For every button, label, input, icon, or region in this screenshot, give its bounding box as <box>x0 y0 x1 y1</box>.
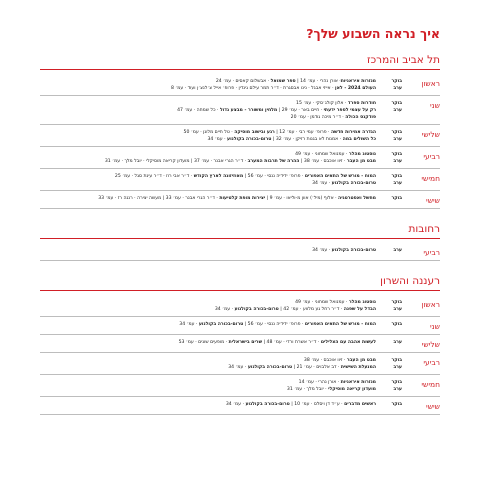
event-details: · אבשלום קאסים · עמ׳ 24 <box>215 79 271 84</box>
day-body <box>40 173 402 187</box>
event-details: · ע״ד דן ויסלס · עמ׳ 10 | <box>289 402 345 407</box>
event-title: נוסטוג מהלר <box>348 152 376 157</box>
event-title: טרום-בכורה בקולנוע <box>198 322 244 327</box>
day-body <box>40 247 402 254</box>
event-title: מבט מן העבר <box>346 159 376 164</box>
event-title: שרים בישראלית <box>228 340 263 345</box>
event-title: ראשים מדברים <box>344 402 376 407</box>
event-title: רק על עצמי לספר ידעתי <box>323 108 376 113</box>
event-item[interactable] <box>40 306 376 313</box>
time-slot <box>40 129 402 136</box>
day-body <box>40 151 402 165</box>
time-slot <box>40 247 402 254</box>
event-details: · מופעים שונים · עמ׳ 53 <box>178 340 229 345</box>
event-details: · עמ׳ 34 <box>228 365 248 370</box>
event-title: פודקנס הכולה <box>345 115 376 120</box>
slot-time-label: בוקר <box>391 322 402 327</box>
slot-events <box>40 401 376 408</box>
time-slot <box>40 401 402 408</box>
event-details: · עמ׳ 34 <box>312 248 332 253</box>
event-details: · אורן נהרי · עמ׳ 14 <box>298 380 341 385</box>
slot-events <box>40 195 376 202</box>
event-title: הבדל על שפנה <box>343 307 376 312</box>
day-body <box>40 299 402 313</box>
event-title: ספר שמואל <box>270 79 296 84</box>
event-details: · טל חיים מלונן · עמ׳ 50 <box>183 130 235 135</box>
event-details: · ד״ר אבי רוז · ד״ר עינת סגל · עמ׳ 25 <box>114 174 194 179</box>
time-slot <box>40 158 402 165</box>
event-item[interactable] <box>40 151 376 158</box>
day-name: ראשון <box>421 300 440 309</box>
event-item[interactable] <box>40 100 376 107</box>
event-details: · עמ׳ 34 <box>225 402 246 407</box>
time-slot <box>40 136 402 143</box>
event-item[interactable] <box>40 173 376 180</box>
regions-container <box>40 54 440 415</box>
day-body <box>40 357 402 371</box>
day-name: רביעי <box>423 248 440 257</box>
time-slot <box>40 107 402 114</box>
event-title: רגע ובישוב מוסיקה <box>234 130 275 135</box>
event-details: · אייזי אבגל · נינו אבסגרת · ד״ר תמר עילם גינדין · פרופ׳ אייל צ׳לנצ׳ן ועוד · עמ׳ 8 <box>170 86 336 91</box>
slot-time-label: ערב <box>393 307 402 312</box>
slot-events <box>40 299 376 306</box>
event-title: מלחין ומשורר - מבצע גדול <box>219 108 278 113</box>
event-details: · עמ׳ 34 <box>179 322 199 327</box>
day-row <box>40 317 440 335</box>
slot-time-label: ערב <box>393 365 402 370</box>
time-slot <box>40 100 402 107</box>
event-item[interactable] <box>40 247 376 254</box>
event-details: · אלוף (מיל׳) אוון מ-וליאו · עמ׳ 9 | <box>265 196 339 201</box>
event-title: מנזרות איראניות <box>340 380 376 385</box>
region-title: רחובות <box>40 223 440 239</box>
slot-events <box>40 180 376 187</box>
day-body <box>40 129 402 143</box>
slot-events <box>40 247 376 254</box>
day-row <box>40 335 440 353</box>
slot-events <box>40 321 376 328</box>
event-details: · עמ׳ 34 <box>312 181 332 186</box>
time-slot <box>40 386 402 393</box>
time-slot <box>40 299 402 306</box>
day-body <box>40 321 402 328</box>
time-slot <box>40 180 402 187</box>
day-row <box>40 74 440 96</box>
event-title: כל השולים במה <box>342 137 376 142</box>
event-title: טרום-בכורה בקולנוע <box>331 181 376 186</box>
slot-time-label: בוקר <box>391 79 402 84</box>
event-details: · פרופ׳ עמי רבי · עמ׳ 12 | <box>274 130 331 135</box>
event-item[interactable] <box>40 107 376 114</box>
page-title: איך נראה השבוע שלך? <box>306 26 440 41</box>
day-name: חמישי <box>421 174 440 183</box>
event-item[interactable] <box>40 339 376 346</box>
event-title: המנעלת השישית <box>340 365 376 370</box>
time-slot <box>40 339 402 346</box>
day-name: שני <box>430 322 440 331</box>
day-name: ראשון <box>421 79 440 88</box>
slot-events <box>40 78 376 85</box>
slot-time-label: בוקר <box>391 196 402 201</box>
event-item[interactable] <box>40 85 376 92</box>
slot-events <box>40 173 376 180</box>
slot-time-label: ערב <box>393 181 402 186</box>
day-row <box>40 125 440 147</box>
time-slot <box>40 379 402 386</box>
day-body <box>40 78 402 92</box>
event-title: טרום-בכורה בקולנוע <box>245 402 290 407</box>
event-details: · חיים באר · עמ׳ 29 | <box>277 108 324 113</box>
time-slot <box>40 306 402 313</box>
region-section <box>40 275 440 415</box>
event-item[interactable] <box>40 364 376 371</box>
slot-time-label: בוקר <box>391 174 402 179</box>
day-row <box>40 96 440 125</box>
time-slot <box>40 364 402 371</box>
event-title: נוסטוג מהלר <box>348 300 376 305</box>
event-item[interactable] <box>40 129 376 136</box>
day-body <box>40 379 402 393</box>
event-details: · פרופ׳ ידידיה ננסי · עמ׳ 56 | <box>243 174 305 179</box>
event-item[interactable] <box>40 195 376 202</box>
day-row <box>40 397 440 415</box>
slot-events <box>40 129 376 136</box>
event-title: הגדרה אמירות חדשה <box>330 130 376 135</box>
slot-events <box>40 107 376 114</box>
event-item[interactable] <box>40 379 376 386</box>
day-body <box>40 401 402 408</box>
day-row <box>40 191 440 209</box>
slot-time-label: ערב <box>393 340 402 345</box>
event-item[interactable] <box>40 180 376 187</box>
day-name: שני <box>430 101 440 110</box>
slot-time-label: ערב <box>393 387 402 392</box>
slot-time-label: ערב <box>393 248 402 253</box>
time-slot <box>40 173 402 180</box>
event-title: מנזרות איראניות <box>340 79 376 84</box>
time-slot <box>40 321 402 328</box>
event-details: · ד״ר הגרי אבנר · עמ׳ 37 | מועדון קריאה מוסיקלי · יובל מלך · עמ׳ 31 <box>104 159 248 164</box>
day-body <box>40 100 402 121</box>
event-details: · פרופ׳ ידידיה ננסי · עמ׳ 56 | <box>243 322 305 327</box>
day-row <box>40 295 440 317</box>
slot-time-label: בוקר <box>391 152 402 157</box>
event-title: לעשות אהבה עם הצלילים <box>320 340 376 345</box>
event-title: טרום-בכורה בקולנוע <box>227 137 272 142</box>
event-title: יצירות מופת קלטיעות <box>219 196 266 201</box>
slot-events <box>40 114 376 121</box>
time-slot <box>40 114 402 121</box>
event-details: · ד״ר רחל גע מלווע · עמ׳ 42 | <box>278 307 344 312</box>
day-name: שישי <box>426 196 440 205</box>
time-slot <box>40 195 402 202</box>
slot-time-label: בוקר <box>391 300 402 305</box>
event-title: מועדון קריאה מוסיקלי <box>328 387 376 392</box>
event-details: · זיוו אוכבס · עמ׳ 38 | <box>299 159 347 164</box>
day-name: שלישי <box>421 130 440 139</box>
slot-time-label: בוקר <box>391 380 402 385</box>
slot-events <box>40 100 376 107</box>
time-slot <box>40 151 402 158</box>
event-details: · אלון קולג׳סקי · עמ׳ 15 <box>296 101 348 106</box>
day-row <box>40 353 440 375</box>
day-row <box>40 375 440 397</box>
day-name: שלישי <box>421 340 440 349</box>
event-title: מבט מן העבר <box>346 358 376 363</box>
day-name: רביעי <box>423 358 440 367</box>
slot-time-label: בוקר <box>391 402 402 407</box>
event-details: · אורן נהרי · עמ׳ 14 | <box>295 79 341 84</box>
slot-time-label: ערב <box>393 86 402 91</box>
day-body <box>40 195 402 202</box>
event-title: טרום-בכורה בקולנוע <box>247 365 293 370</box>
time-slot <box>40 85 402 92</box>
time-slot <box>40 357 402 364</box>
day-row <box>40 243 440 261</box>
event-details: · עמ׳ 34 <box>214 307 235 312</box>
day-name: שישי <box>426 402 440 411</box>
time-slot <box>40 78 402 85</box>
day-name: חמישי <box>421 380 440 389</box>
event-item[interactable] <box>40 357 376 364</box>
event-title: חודרות ספרד <box>347 101 376 106</box>
slot-events <box>40 379 376 386</box>
event-details: · עמנואל שמחוני · עמ׳ 49 <box>295 152 349 157</box>
region-section <box>40 223 440 261</box>
event-item[interactable] <box>40 114 376 121</box>
event-item[interactable] <box>40 299 376 306</box>
day-row <box>40 147 440 169</box>
event-title: טרום-בכורה בקולנוע <box>234 307 279 312</box>
slot-time-label: בוקר <box>391 130 402 135</box>
event-item[interactable] <box>40 386 376 393</box>
region-section <box>40 54 440 209</box>
slot-events <box>40 136 376 143</box>
event-item[interactable] <box>40 78 376 85</box>
event-details: · עמ׳ 34 <box>207 137 228 142</box>
slot-events <box>40 158 376 165</box>
event-item[interactable] <box>40 321 376 328</box>
slot-events <box>40 85 376 92</box>
event-details: · ד״ר מיכה גודמן · עמ׳ 20 <box>290 115 346 120</box>
region-title: רעננה והשרון <box>40 275 440 291</box>
day-row <box>40 169 440 191</box>
slot-events <box>40 386 376 393</box>
event-item[interactable] <box>40 136 376 143</box>
slot-events <box>40 339 376 346</box>
event-details: · ד״ר אשרת ורדי · עמ׳ 48 | <box>262 340 321 345</box>
region-title: תל אביב והמרכז <box>40 54 440 70</box>
slot-events <box>40 364 376 371</box>
event-title: מאוזיזונה לארץ הקודש <box>193 174 244 179</box>
event-details: · כל שמחה · עמ׳ 47 <box>177 108 220 113</box>
day-body <box>40 339 402 346</box>
event-title: טרום-בכורה בקולנוע <box>331 248 376 253</box>
slot-time-label: בוקר <box>391 101 402 106</box>
slot-events <box>40 357 376 364</box>
event-details: · ד״ר הגרי אבנר · עמ׳ 33 | מעשה יצירה · רננה רז · עמ׳ 33 <box>98 196 220 201</box>
slot-events <box>40 151 376 158</box>
event-title: העולם 2024 - לאן <box>335 86 376 91</box>
slot-time-label: ערב <box>393 137 402 142</box>
slot-time-label: ערב <box>393 159 402 164</box>
event-title: המוח - מורש של התאים האפורים <box>304 174 376 179</box>
event-details: · זיוו אוכבס · עמ׳ 38 <box>303 358 347 363</box>
event-title: המוח - מורש של התאים האפורים <box>304 322 376 327</box>
event-item[interactable] <box>40 401 376 408</box>
event-title: ההרה של תרבות המערב <box>247 159 300 164</box>
event-details: · יובל מלך · עמ׳ 31 <box>286 387 329 392</box>
slot-time-label: בוקר <box>391 358 402 363</box>
slot-events <box>40 306 376 313</box>
event-details: · אמנות לא בגנות רזיקן · עמ׳ 32 | <box>271 137 343 142</box>
slot-time-label: ערב <box>393 108 402 113</box>
event-item[interactable] <box>40 158 376 165</box>
event-title: מחשל ואסטרטגיה <box>338 196 376 201</box>
event-details: · עמנואל שמחוני · עמ׳ 49 <box>295 300 349 305</box>
day-name: רביעי <box>423 152 440 161</box>
event-details: · דב אלבוים · עמ׳ 21 | <box>292 365 341 370</box>
